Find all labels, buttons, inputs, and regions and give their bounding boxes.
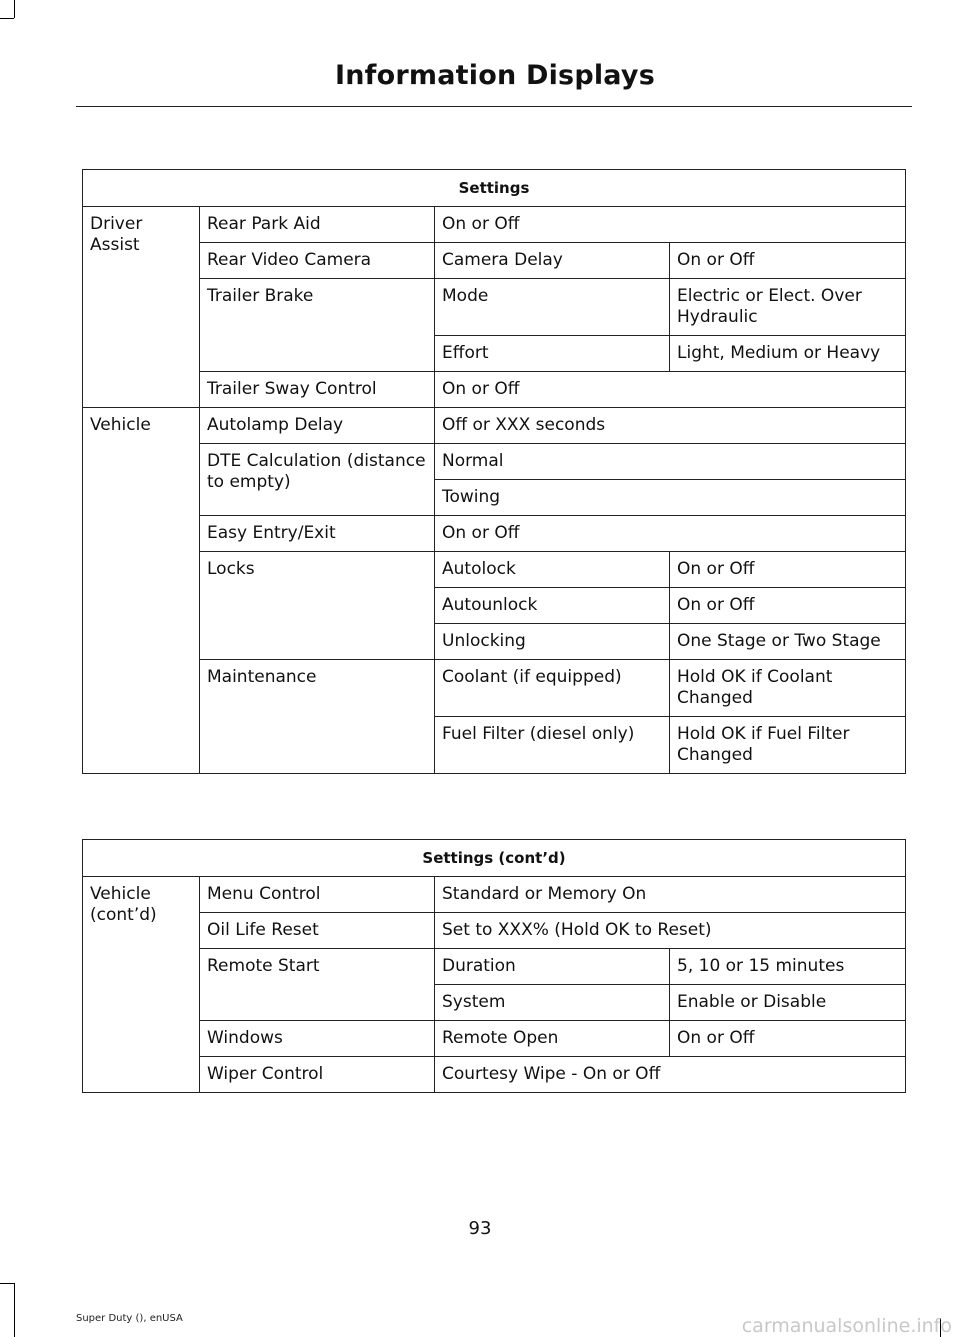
value-cell: One Stage or Two Stage [670,624,906,660]
table-row [83,372,906,408]
table-row [83,949,906,985]
table-row [83,207,906,243]
settings-table-continued [82,839,906,1093]
option-cell: Autounlock [435,588,670,624]
feature-cell: Menu Control [200,877,435,913]
crop-mark [0,1283,14,1284]
table-row [83,913,906,949]
feature-cell: Remote Start [200,949,435,1021]
table-row [83,243,906,279]
value-cell: 5, 10 or 15 minutes [670,949,906,985]
table-row [83,1057,906,1093]
table-row [83,877,906,913]
option-cell: Towing [435,480,906,516]
option-cell: Autolock [435,552,670,588]
option-cell: Remote Open [435,1021,670,1057]
crop-mark [14,1283,15,1337]
value-cell: Hold OK if Fuel Filter Changed [670,717,906,774]
option-cell: On or Off [435,207,906,243]
value-cell: Electric or Elect. Over Hydraulic [670,279,906,336]
page-number: 93 [468,1218,492,1239]
value-cell: On or Off [670,1021,906,1057]
feature-cell: Locks [200,552,435,660]
option-cell: Unlocking [435,624,670,660]
table-caption: Settings [83,170,906,207]
feature-cell: Trailer Brake [200,279,435,372]
feature-cell: Rear Video Camera [200,243,435,279]
feature-cell: Autolamp Delay [200,408,435,444]
feature-cell: Maintenance [200,660,435,774]
option-cell: Duration [435,949,670,985]
table-row [83,552,906,588]
value-cell: On or Off [670,552,906,588]
feature-cell: Wiper Control [200,1057,435,1093]
feature-cell: Oil Life Reset [200,913,435,949]
table-caption: Settings (cont’d) [83,840,906,877]
feature-cell: Trailer Sway Control [200,372,435,408]
value-cell: Enable or Disable [670,985,906,1021]
table-row [83,516,906,552]
value-cell: On or Off [670,588,906,624]
option-cell: Courtesy Wipe - On or Off [435,1057,906,1093]
option-cell: Mode [435,279,670,336]
settings-table [82,169,906,774]
table-row [83,408,906,444]
watermark: carmanualsonline.info [741,1315,952,1337]
category-cell: Vehicle [83,408,200,774]
option-cell: Coolant (if equipped) [435,660,670,717]
value-cell: On or Off [670,243,906,279]
crop-mark [0,18,14,19]
option-cell: Fuel Filter (diesel only) [435,717,670,774]
feature-cell: Rear Park Aid [200,207,435,243]
table-row [83,660,906,717]
value-cell: Light, Medium or Heavy [670,336,906,372]
category-cell: Vehicle (cont’d) [83,877,200,1093]
page-title: Information Displays [335,60,655,91]
table-row [83,1021,906,1057]
value-cell: Hold OK if Coolant Changed [670,660,906,717]
footer-text: Super Duty (), enUSA [76,1313,183,1324]
option-cell: Effort [435,336,670,372]
feature-cell: Windows [200,1021,435,1057]
option-cell: Off or XXX seconds [435,408,906,444]
feature-cell: DTE Calculation (distance to empty) [200,444,435,516]
option-cell: Camera Delay [435,243,670,279]
crop-mark [14,0,15,18]
option-cell: Normal [435,444,906,480]
category-cell: Driver Assist [83,207,200,408]
feature-cell: Easy Entry/Exit [200,516,435,552]
option-cell: System [435,985,670,1021]
table-row [83,444,906,480]
table-row [83,279,906,336]
option-cell: On or Off [435,516,906,552]
option-cell: On or Off [435,372,906,408]
header-divider [76,106,912,107]
option-cell: Standard or Memory On [435,877,906,913]
option-cell: Set to XXX% (Hold OK to Reset) [435,913,906,949]
